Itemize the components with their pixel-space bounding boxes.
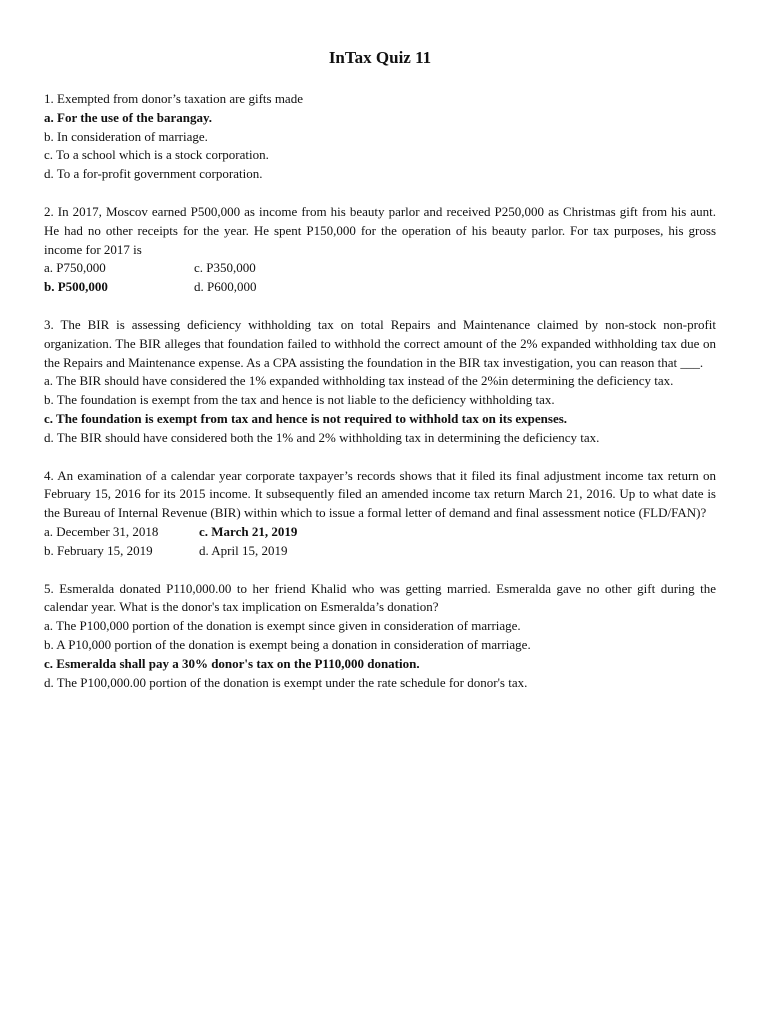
question-1-option-a: a. For the use of the barangay. xyxy=(44,109,213,125)
question-5-option-a: a. The P100,000 portion of the donation is exempt since given in consideration of marriage. xyxy=(44,618,521,634)
question-3-stem: 3. The BIR is assessing deficiency withholding tax on total Repairs and Maintenance claimed by non-stock non-profit organization. The BIR alleges that foundation failed to withhold the correct amount of the 2% expanded withholding tax due on the Repairs and Maintenance expense. As a CPA assisting the foundation in the BIR tax investigation, you can reason that ___. xyxy=(44,316,716,370)
question-5 xyxy=(44,580,716,693)
question-4-option-c: c. March 21, 2019 xyxy=(199,523,298,539)
question-4-options-row-2 xyxy=(44,542,716,561)
question-1-option-b: b. In consideration of marriage. xyxy=(44,128,208,144)
quiz-document xyxy=(44,48,716,711)
question-5-option-c: c. Esmeralda shall pay a 30% donor's tax on the P110,000 donation. xyxy=(44,655,420,671)
question-1 xyxy=(44,90,716,184)
question-4-stem: 4. An examination of a calendar year corporate taxpayer’s records shows that it filed its final adjustment income tax return on February 15, 2016 for its 2015 income. It subsequently filed an amended income tax return March 21, 2016. Up to what date is the Bureau of Internal Revenue (BIR) within which to issue a formal letter of demand and final assessment notice (FLD/FAN)? xyxy=(44,467,716,521)
question-2-option-c: c. P350,000 xyxy=(194,260,256,276)
question-4-option-a: a. December 31, 2018 xyxy=(44,523,159,539)
question-4-option-d: d. April 15, 2019 xyxy=(199,542,288,558)
question-4 xyxy=(44,467,716,561)
question-3 xyxy=(44,316,716,448)
question-1-option-d: d. To a for-profit government corporation. xyxy=(44,166,263,182)
question-1-option-c: c. To a school which is a stock corporation. xyxy=(44,147,269,163)
question-2-option-b: b. P500,000 xyxy=(44,279,108,295)
question-1-stem: 1. Exempted from donor’s taxation are gifts made xyxy=(44,91,303,106)
question-4-option-b: b. February 15, 2019 xyxy=(44,542,153,558)
question-3-option-a: a. The BIR should have considered the 1% expanded withholding tax instead of the 2%in determining the deficiency tax. xyxy=(44,373,674,389)
question-4-options-row-1 xyxy=(44,523,716,542)
question-2-options-row-2 xyxy=(44,278,716,297)
question-5-stem: 5. Esmeralda donated P110,000.00 to her friend Khalid who was getting married. Esmeralda gave no other gift during the calendar year. What is the donor's tax implication on Esmeralda’s donation? xyxy=(44,580,716,615)
question-2-option-a: a. P750,000 xyxy=(44,260,106,276)
question-2-option-d: d. P600,000 xyxy=(194,279,257,295)
question-2-stem: 2. In 2017, Moscov earned P500,000 as income from his beauty parlor and received P250,000 as Christmas gift from his aunt. He had no other receipts for the year. He spent P150,000 for the operation of his beauty parlor. For tax purposes, his gross income for 2017 is xyxy=(44,203,716,257)
question-2-options-row-1 xyxy=(44,259,716,278)
question-5-option-b: b. A P10,000 portion of the donation is exempt being a donation in consideration of marriage. xyxy=(44,636,531,652)
question-2 xyxy=(44,203,716,297)
question-5-option-d: d. The P100,000.00 portion of the donation is exempt under the rate schedule for donor's tax. xyxy=(44,674,528,690)
question-3-option-c: c. The foundation is exempt from tax and hence is not required to withhold tax on its expenses. xyxy=(44,410,568,426)
question-3-option-b: b. The foundation is exempt from the tax and hence is not liable to the deficiency withholding tax. xyxy=(44,392,555,408)
page-title: InTax Quiz 11 xyxy=(328,48,432,67)
question-3-option-d: d. The BIR should have considered both the 1% and 2% withholding tax in determining the deficiency tax. xyxy=(44,429,600,445)
